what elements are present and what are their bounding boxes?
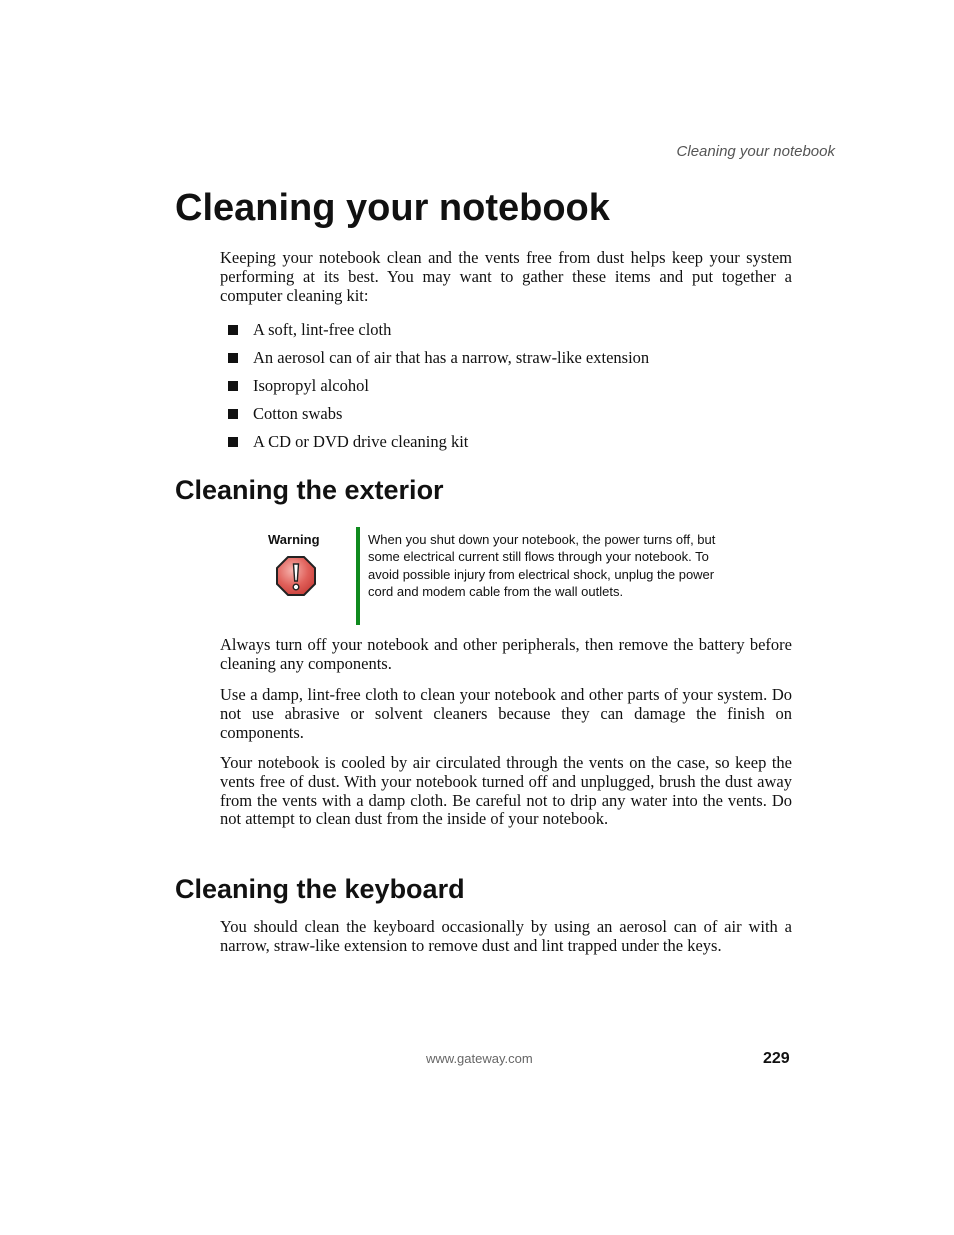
square-bullet-icon <box>228 409 238 419</box>
list-item <box>228 400 649 428</box>
list-item-label: An aerosol can of air that has a narrow, straw-like extension <box>253 348 650 367</box>
list-item <box>228 316 649 344</box>
square-bullet-icon <box>228 325 238 335</box>
page-title: Cleaning your notebook <box>175 187 610 229</box>
exterior-paragraph: Use a damp, lint-free cloth to clean your notebook and other parts of your system. Do not use abrasive or solvent cleaners because they can damage the finish on components. <box>220 685 792 742</box>
exterior-paragraph: Always turn off your notebook and other peripherals, then remove the battery before cleaning any components. <box>220 635 792 673</box>
square-bullet-icon <box>228 381 238 391</box>
footer-url: www.gateway.com <box>426 1051 533 1066</box>
cleaning-kit-list <box>228 316 649 456</box>
list-item-label: A CD or DVD drive cleaning kit <box>253 432 469 451</box>
list-item <box>228 372 649 400</box>
exterior-paragraph: Your notebook is cooled by air circulated through the vents on the case, so keep the vents free of dust. With your notebook turned off and unplugged, brush the dust away from the vents with a damp cloth. Be careful not to drip any water into the vents. Do not attempt to clean dust from the inside of your notebook. <box>220 753 792 829</box>
section-heading-exterior: Cleaning the exterior <box>175 475 444 505</box>
list-item-label: A soft, lint-free cloth <box>253 320 392 339</box>
keyboard-paragraph: You should clean the keyboard occasionally by using an aerosol can of air with a narrow, straw-like extension to remove dust and lint trapped under the keys. <box>220 917 792 955</box>
warning-bar <box>356 527 360 625</box>
warning-text: When you shut down your notebook, the power turns off, but some electrical current still flows through your notebook. To avoid possible injury from electrical shock, unplug the power cord and modem cable from the wall outlets. <box>368 532 716 599</box>
page-number: 229 <box>763 1050 790 1067</box>
list-item <box>228 344 649 372</box>
list-item <box>228 428 649 456</box>
intro-paragraph: Keeping your notebook clean and the vents free from dust helps keep your system performing at its best. You may want to gather these items and put together a computer cleaning kit: <box>220 248 792 305</box>
section-heading-keyboard: Cleaning the keyboard <box>175 874 465 904</box>
list-item-label: Cotton swabs <box>253 404 343 423</box>
square-bullet-icon <box>228 353 238 363</box>
list-item-label: Isopropyl alcohol <box>253 376 369 395</box>
warning-octagon-icon <box>275 555 317 597</box>
warning-label: Warning <box>268 532 320 547</box>
square-bullet-icon <box>228 437 238 447</box>
running-header: Cleaning your notebook <box>676 143 835 160</box>
